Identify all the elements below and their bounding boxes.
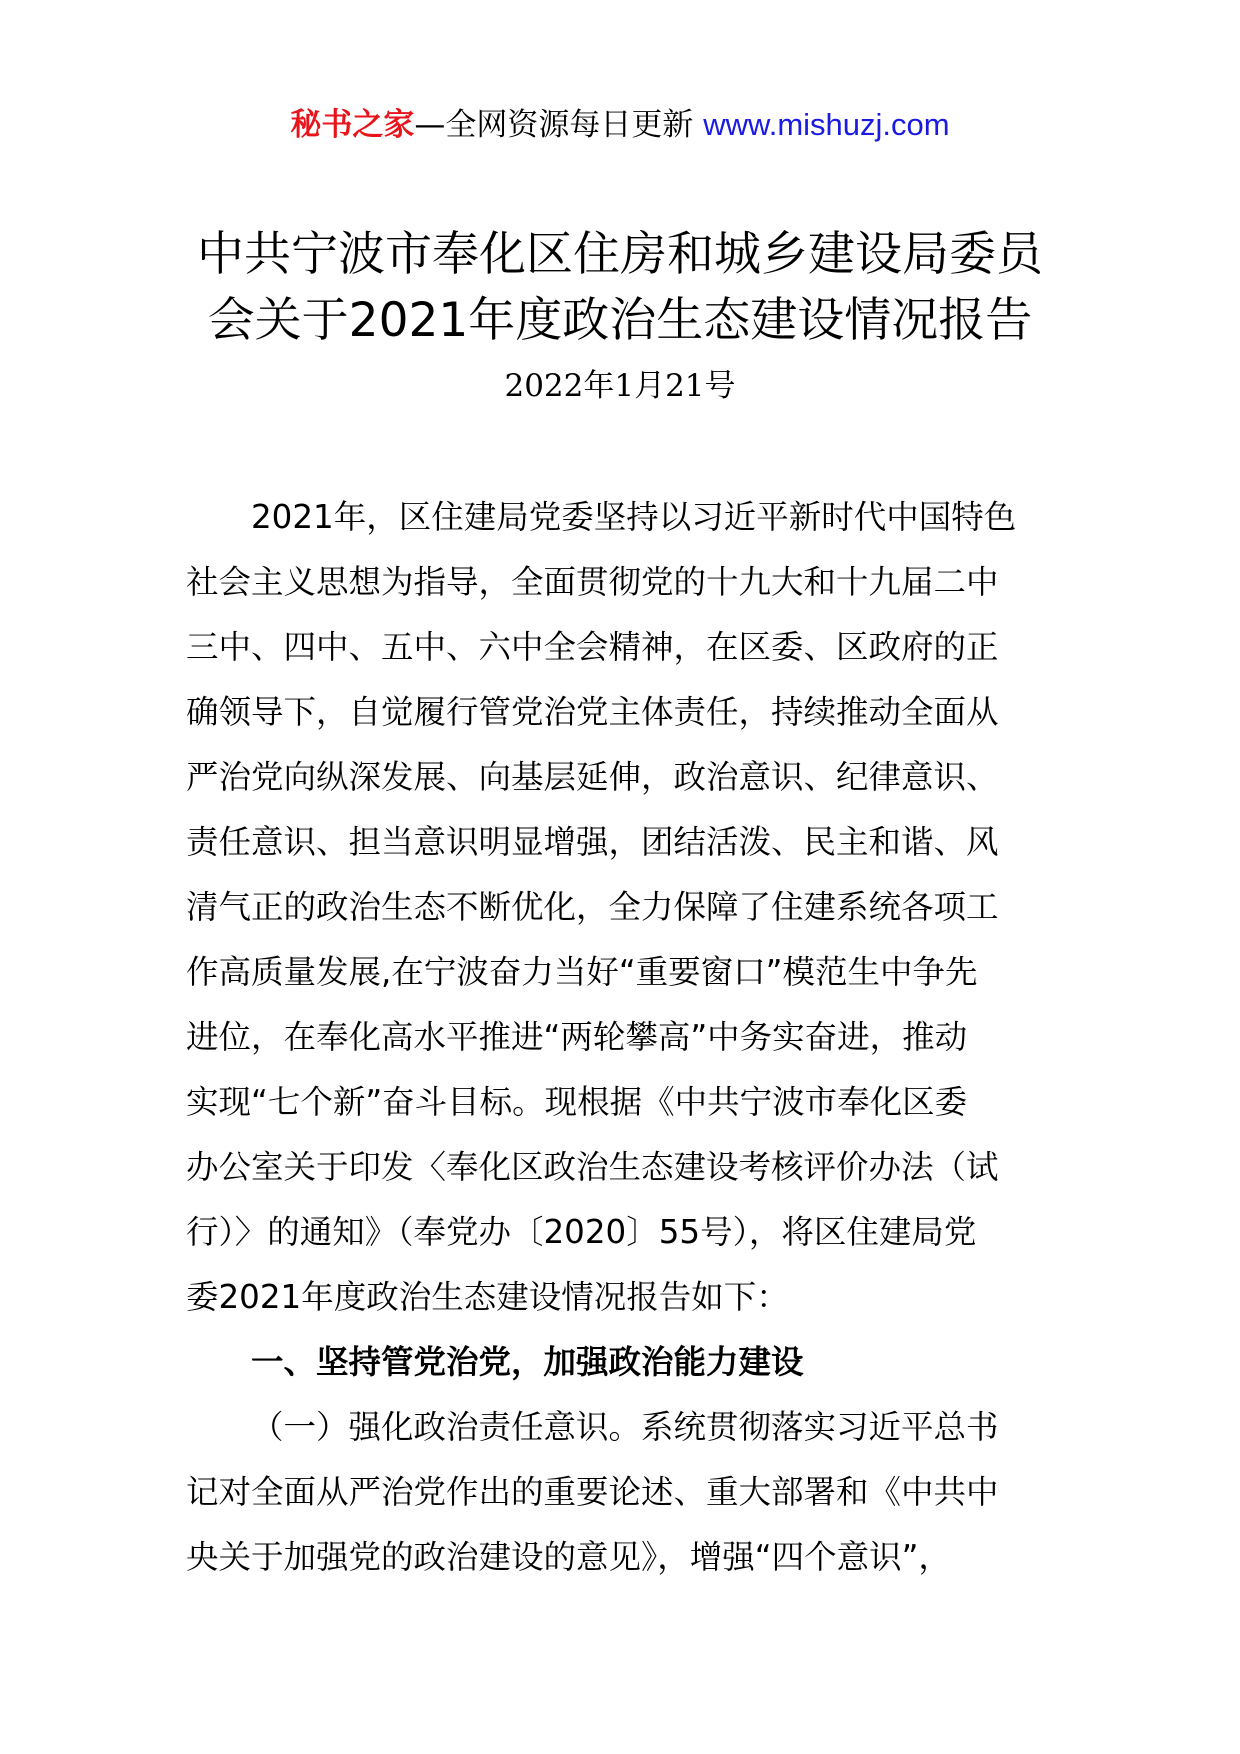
section-1-heading: 一、坚持管党治党，加强政治能力建设 [251,1343,804,1381]
paragraph-line: 2021年，区住建局党委坚持以习近平新时代中国特色 [251,498,1017,536]
title-line-2: 会关于2021年度政治生态建设情况报告 [207,293,1033,348]
paragraph-line: 社会主义思想为指导，全面贯彻党的十九大和十九届二中 [186,563,999,601]
paragraph-line: 责任意识、担当意识明显增强，团结活泼、民主和谐、风 [186,823,999,861]
document-date: 2022年1月21号 [504,368,736,404]
paragraph-line: （一）强化政治责任意识。系统贯彻落实习近平总书 [251,1408,999,1446]
paragraph-line: 办公室关于印发〈奉化区政治生态建设考核评价办法（试 [186,1148,999,1186]
intro-paragraph [186,485,1056,1330]
paragraph-line: 严治党向纵深发展、向基层延伸，政治意识、纪律意识、 [186,758,999,796]
paragraph-line: 作高质量发展,在宁波奋力当好“重要窗口”模范生中争先 [186,953,978,991]
paragraph-line: 三中、四中、五中、六中全会精神，在区委、区政府的正 [186,628,999,666]
paragraph-line: 行）〉的通知》（奉党办〔2020〕55号），将区住建局党 [186,1213,977,1251]
site-header-banner [0,100,1240,150]
subsection-1-paragraph [186,1395,1056,1590]
paragraph-line: 实现“七个新”奋斗目标。现根据《中共宁波市奉化区委 [186,1083,968,1121]
document-title [150,222,1090,354]
header-tagline: —全网资源每日更新 [414,107,704,143]
paragraph-line: 清气正的政治生态不断优化，全力保障了住建系统各项工 [186,888,999,926]
paragraph-line: 记对全面从严治党作出的重要论述、重大部署和《中共中 [186,1473,999,1511]
title-line-1: 中共宁波市奉化区住房和城乡建设局委员 [197,227,1043,282]
paragraph-line: 进位，在奉化高水平推进“两轮攀高”中务实奋进，推动 [186,1018,968,1056]
brand-name: 秘书之家 [290,107,415,143]
paragraph-line: 央关于加强党的政治建设的意见》，增强“四个意识”， [186,1538,951,1576]
paragraph-line: 委2021年度政治生态建设情况报告如下： [186,1278,789,1316]
section-1-heading-paragraph [186,1330,1056,1395]
site-url-link[interactable]: www.mishuzj.com [703,107,950,142]
document-body [186,485,1056,1590]
paragraph-line: 确领导下，自觉履行管党治党主体责任，持续推动全面从 [186,693,999,731]
